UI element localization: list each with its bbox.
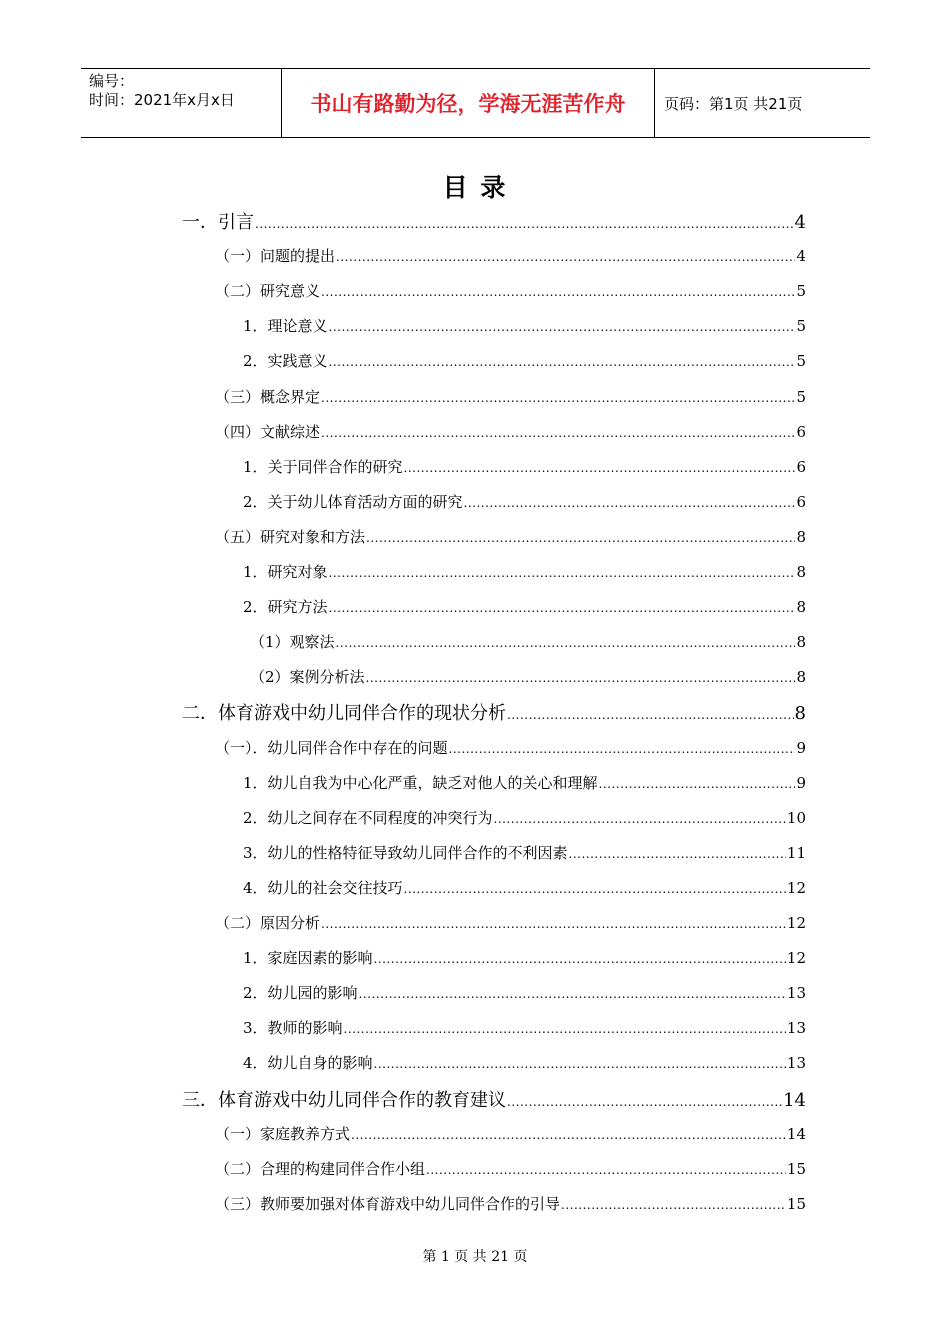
toc-leader-dots <box>321 391 795 405</box>
toc-entry-page: 6 <box>796 422 806 441</box>
toc-entry-title: （五）研究对象和方法 <box>215 527 366 546</box>
toc-entry-page: 8 <box>796 527 806 546</box>
toc-entry[interactable] <box>243 1052 806 1073</box>
toc-entry-page: 5 <box>796 282 806 301</box>
toc-entry-page: 15 <box>786 1159 806 1178</box>
toc-entry[interactable] <box>243 315 806 336</box>
toc-entry[interactable] <box>182 699 806 725</box>
toc-entry-page: 8 <box>796 563 806 581</box>
toc-entry-title: 1．理论意义 <box>243 317 328 336</box>
toc-entry[interactable] <box>243 772 806 793</box>
toc-leader-dots <box>464 496 796 510</box>
toc-leader-dots <box>329 320 796 334</box>
toc-entry[interactable] <box>243 456 806 477</box>
toc-leader-dots <box>507 708 794 722</box>
toc-title: 目 录 <box>442 173 508 202</box>
toc-entry-title: （三）教师要加强对体育游戏中幼儿同伴合作的引导 <box>215 1194 561 1213</box>
toc-entry[interactable] <box>243 350 806 371</box>
toc-entry-title: 1．幼儿自我为中心化严重，缺乏对他人的关心和理解 <box>243 773 598 792</box>
toc-entry-title: （2）案例分析法 <box>250 668 365 687</box>
toc-entry-page: 14 <box>783 1089 806 1111</box>
toc-entry-page: 6 <box>796 492 806 511</box>
toc-leader-dots <box>507 1095 782 1109</box>
toc-entry-page: 11 <box>786 843 806 862</box>
toc-leader-dots <box>359 987 786 1001</box>
toc-entry[interactable] <box>243 807 806 828</box>
toc-entry-page: 8 <box>796 668 806 687</box>
toc-entry-title: 2．幼儿之间存在不同程度的冲突行为 <box>243 808 493 827</box>
toc-leader-dots <box>321 285 795 299</box>
toc-entry-title: 1．研究对象 <box>243 563 328 581</box>
toc-leader-dots <box>366 531 795 545</box>
toc-leader-dots <box>599 777 796 791</box>
toc-entry[interactable] <box>215 245 806 266</box>
toc-leader-dots <box>336 250 795 264</box>
header-motto: 书山有路勤为径，学海无涯苦作舟 <box>282 69 655 137</box>
toc-entry-page: 15 <box>786 1194 806 1213</box>
toc-entry-title: 2．研究方法 <box>243 598 328 617</box>
toc-entry[interactable] <box>215 280 806 301</box>
toc-entry-title: 三．体育游戏中幼儿同伴合作的教育建议 <box>182 1089 506 1111</box>
toc-entry-title: 4．幼儿自身的影响 <box>243 1054 373 1073</box>
toc-entry[interactable] <box>215 1158 806 1179</box>
toc-entry-title: 1．关于同伴合作的研究 <box>243 457 403 476</box>
toc-entry-page: 6 <box>796 457 806 476</box>
toc-leader-dots <box>449 742 796 756</box>
toc-entry-title: （一）．幼儿同伴合作中存在的问题 <box>215 738 448 757</box>
toc-entry-title: （一）家庭教养方式 <box>215 1124 351 1143</box>
toc-entry-page: 9 <box>796 773 806 792</box>
toc-entry-page: 5 <box>796 352 806 371</box>
toc-entry-title: 3．教师的影响 <box>243 1019 343 1038</box>
toc-entry-title: （三）概念界定 <box>215 387 321 406</box>
toc-entry-title: （四）文献综述 <box>215 422 321 441</box>
toc-leader-dots <box>336 636 796 650</box>
toc-entry-title: （1）观察法 <box>250 633 335 652</box>
toc-leader-dots <box>344 1022 786 1036</box>
toc-entry[interactable] <box>215 1123 806 1144</box>
toc-leader-dots <box>321 917 786 931</box>
toc-entry[interactable] <box>215 386 806 407</box>
toc-entry-page: 8 <box>796 633 806 652</box>
toc-entry-page: 9 <box>796 738 806 757</box>
toc-entry-page: 13 <box>786 984 806 1003</box>
toc-entry-title: （一）问题的提出 <box>215 247 336 266</box>
toc-entry[interactable] <box>215 737 806 758</box>
toc-entry[interactable] <box>243 561 806 582</box>
toc-leader-dots <box>426 1163 786 1177</box>
toc-leader-dots <box>255 217 794 231</box>
toc-entry-title: 1．家庭因素的影响 <box>243 949 373 968</box>
toc-entry-title: 4．幼儿的社会交往技巧 <box>243 878 403 897</box>
toc-entry[interactable] <box>243 877 806 898</box>
toc-entry[interactable] <box>250 631 806 652</box>
toc-entry[interactable] <box>215 421 806 442</box>
toc-leader-dots <box>351 1128 786 1142</box>
toc-entry-page: 8 <box>796 598 806 617</box>
toc-leader-dots <box>329 601 796 615</box>
time-label: 时间：2021年x月x日 <box>89 91 235 109</box>
toc-entry-page: 12 <box>786 878 806 897</box>
toc-entry[interactable] <box>215 1193 806 1214</box>
toc-entry[interactable] <box>243 491 806 512</box>
toc-entry[interactable] <box>215 526 806 547</box>
toc-entry-page: 12 <box>786 914 806 932</box>
toc-entry-page: 5 <box>796 317 806 336</box>
toc-leader-dots <box>321 426 795 440</box>
number-label: 编号： <box>89 72 135 90</box>
toc-leader-dots <box>374 1057 786 1071</box>
toc-entry-title: （二）研究意义 <box>215 282 321 301</box>
toc-entry[interactable] <box>243 982 806 1003</box>
toc-entry[interactable] <box>182 208 806 234</box>
toc-entry[interactable] <box>215 912 806 933</box>
toc-entry-title: 3．幼儿的性格特征导致幼儿同伴合作的不利因素 <box>243 843 568 862</box>
toc-entry-title: 2．幼儿园的影响 <box>243 984 358 1003</box>
toc-entry-page: 14 <box>786 1124 806 1143</box>
toc-entry-page: 12 <box>786 949 806 968</box>
toc-entry[interactable] <box>243 947 806 968</box>
toc-leader-dots <box>561 1198 786 1212</box>
toc-entry-title: 2．关于幼儿体育活动方面的研究 <box>243 492 463 511</box>
toc-entry[interactable] <box>182 1086 806 1112</box>
toc-entry-page: 5 <box>796 387 806 406</box>
toc-entry-page: 13 <box>786 1054 806 1073</box>
toc-entry-title: 二．体育游戏中幼儿同伴合作的现状分析 <box>182 703 506 725</box>
toc-entry[interactable] <box>243 842 806 863</box>
toc-entry-page: 4 <box>794 212 806 233</box>
toc-leader-dots <box>366 671 796 685</box>
toc-entry[interactable] <box>250 666 806 687</box>
toc-entry-title: 一．引言 <box>182 212 254 233</box>
toc-leader-dots <box>494 812 786 826</box>
toc-leader-dots <box>569 847 786 861</box>
toc-entry-page: 8 <box>794 703 806 725</box>
page-footer: 第 1 页 共 21 页 <box>422 1249 528 1265</box>
toc-leader-dots <box>374 952 786 966</box>
toc-entry-page: 13 <box>786 1019 806 1038</box>
toc-leader-dots <box>329 566 796 580</box>
toc-entry-title: （二）原因分析 <box>215 914 321 932</box>
toc-entry-page: 4 <box>796 247 806 266</box>
header-meta <box>81 69 282 137</box>
page-header <box>81 68 870 138</box>
toc-leader-dots <box>404 461 796 475</box>
toc-leader-dots <box>329 355 796 369</box>
header-page-info: 页码：第1页 共21页 <box>664 94 803 113</box>
toc-leader-dots <box>404 882 786 896</box>
toc-entry-title: （二）合理的构建同伴合作小组 <box>215 1159 426 1178</box>
toc-entry-page: 10 <box>786 808 806 827</box>
toc-entry[interactable] <box>243 1017 806 1038</box>
toc-entry[interactable] <box>243 596 806 617</box>
toc-entry-title: 2．实践意义 <box>243 352 328 371</box>
